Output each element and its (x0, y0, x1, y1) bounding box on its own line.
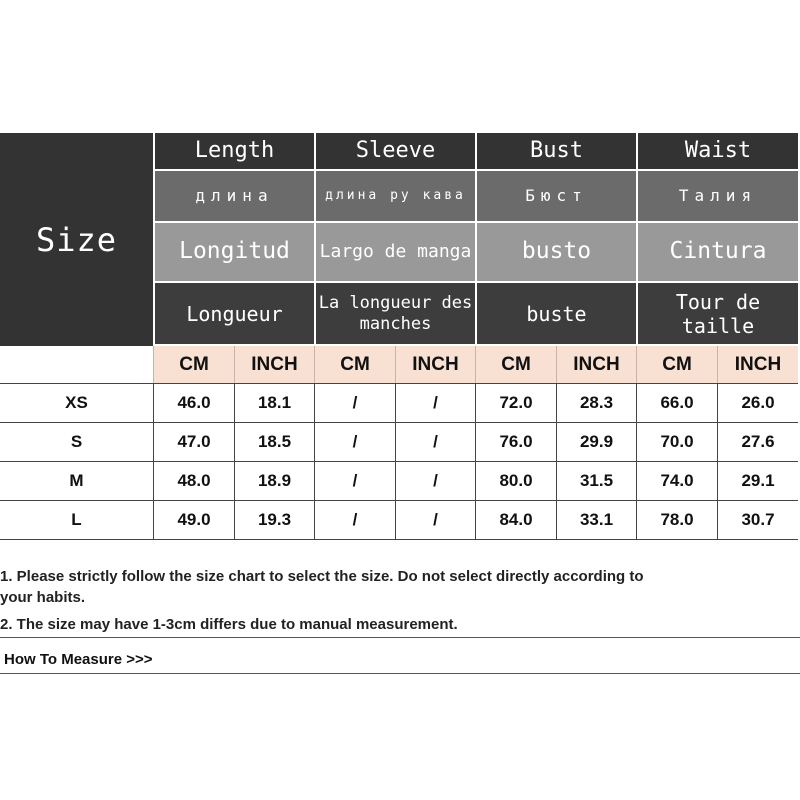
unit-waist-cm: CM (636, 346, 717, 383)
header-sleeve-en: Sleeve (314, 133, 475, 171)
unit-sleeve-cm: CM (314, 346, 395, 383)
value-cell: 78.0 (636, 501, 717, 539)
value-cell: / (314, 462, 395, 500)
header-row-russian (153, 171, 798, 223)
value-cell: 84.0 (475, 501, 556, 539)
unit-waist-inch: INCH (717, 346, 798, 383)
header-bust-ru: Бюст (475, 171, 636, 223)
how-to-measure-heading: How To Measure >>> (4, 651, 153, 668)
value-cell: 18.9 (234, 462, 314, 500)
value-cell: / (395, 501, 475, 539)
note-1-line-1: 1. Please strictly follow the size chart to select the size. Do not select directly according to (0, 568, 644, 585)
header-bust-en: Bust (475, 133, 636, 171)
size-cell: M (69, 471, 84, 490)
header-waist-es: Cintura (636, 223, 798, 283)
value-cell: 18.1 (234, 384, 314, 422)
value-cell: 31.5 (556, 462, 636, 500)
size-notes (0, 566, 800, 635)
value-cell: / (314, 384, 395, 422)
header-length-fr: Longueur (153, 283, 314, 346)
header-length-es: Longitud (153, 223, 314, 283)
header-waist-fr: Tour de taille (636, 283, 798, 346)
unit-row-spacer (0, 346, 153, 383)
header-sleeve-es: Largo de manga (314, 223, 475, 283)
header-row-french (153, 283, 798, 346)
size-cell: L (71, 510, 82, 529)
value-cell: 70.0 (636, 423, 717, 461)
value-cell: 19.3 (234, 501, 314, 539)
value-cell: 33.1 (556, 501, 636, 539)
unit-bust-inch: INCH (556, 346, 636, 383)
size-cell: XS (65, 393, 88, 412)
table-row (0, 461, 798, 500)
header-waist-en: Waist (636, 133, 798, 171)
value-cell: / (314, 423, 395, 461)
header-sleeve-ru: длина ру кава (314, 171, 475, 223)
header-bust-fr: buste (475, 283, 636, 346)
header-row-spanish (153, 223, 798, 283)
value-cell: 48.0 (153, 462, 234, 500)
unit-length-cm: CM (153, 346, 234, 383)
value-cell: 28.3 (556, 384, 636, 422)
size-header: Size (0, 133, 153, 346)
value-cell: 29.1 (717, 462, 798, 500)
size-cell: S (70, 432, 83, 451)
size-rows (0, 383, 798, 540)
value-cell: 49.0 (153, 501, 234, 539)
header-bust-es: busto (475, 223, 636, 283)
unit-row (153, 346, 798, 383)
table-row (0, 500, 798, 540)
value-cell: 66.0 (636, 384, 717, 422)
value-cell: / (395, 423, 475, 461)
header-row-english (153, 133, 798, 171)
header-length-en: Length (153, 133, 314, 171)
value-cell: 76.0 (475, 423, 556, 461)
column-headers (153, 133, 798, 346)
value-cell: 26.0 (717, 384, 798, 422)
value-cell: 18.5 (234, 423, 314, 461)
value-cell: 46.0 (153, 384, 234, 422)
unit-bust-cm: CM (475, 346, 556, 383)
value-cell: 80.0 (475, 462, 556, 500)
value-cell: / (314, 501, 395, 539)
note-1-line-2: your habits. (0, 589, 86, 606)
divider-top (0, 637, 800, 638)
value-cell: 72.0 (475, 384, 556, 422)
table-row (0, 422, 798, 461)
table-row (0, 383, 798, 422)
value-cell: / (395, 462, 475, 500)
value-cell: 74.0 (636, 462, 717, 500)
value-cell: 27.6 (717, 423, 798, 461)
value-cell: / (395, 384, 475, 422)
header-length-ru: длина (153, 171, 314, 223)
header-sleeve-fr: La longueur des manches (314, 283, 475, 346)
divider-bottom (0, 673, 800, 674)
value-cell: 29.9 (556, 423, 636, 461)
size-chart-table (0, 133, 798, 550)
header-waist-ru: Талия (636, 171, 798, 223)
unit-length-inch: INCH (234, 346, 314, 383)
value-cell: 47.0 (153, 423, 234, 461)
unit-sleeve-inch: INCH (395, 346, 475, 383)
value-cell: 30.7 (717, 501, 798, 539)
note-2: 2. The size may have 1-3cm differs due to manual measurement. (0, 616, 458, 633)
